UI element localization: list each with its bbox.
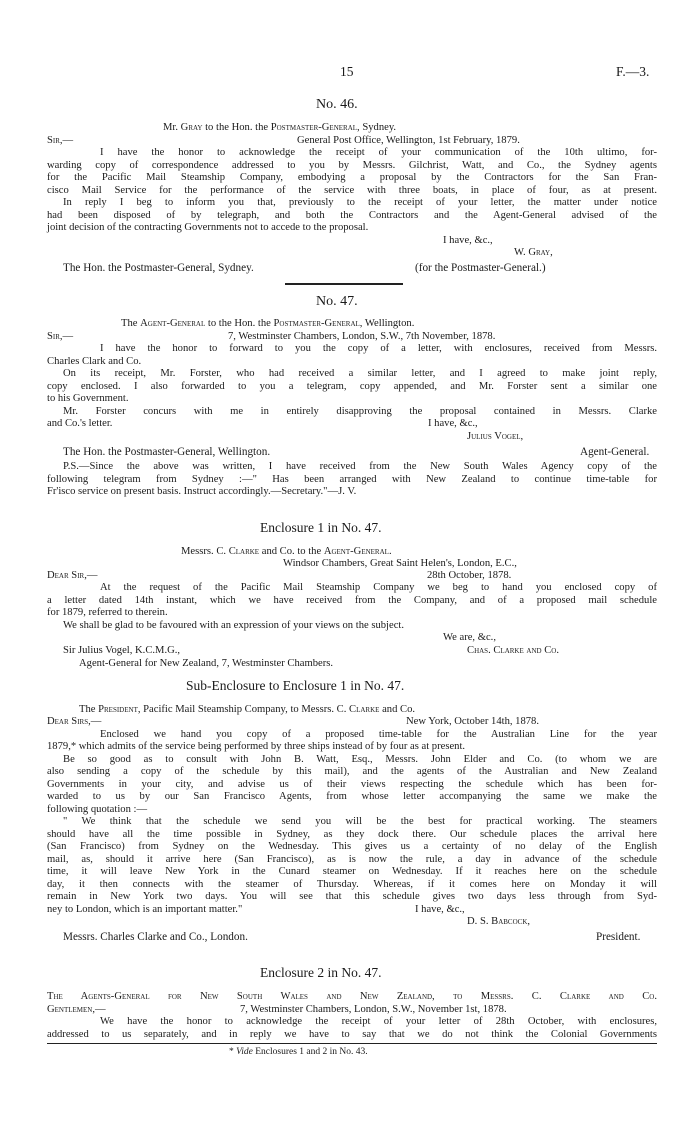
no47-p3-line: and Co.'s letter. [47,418,113,429]
sub-enclosure-heading: Sub-Enclosure to Enclosure 1 in No. 47. [186,678,405,693]
enclosure1-signature: Chas. Clarke and Co. [467,645,559,656]
no47-p1-line: I have the honor to forward to you the copy of a letter, with enclosures, received from Messrs. [100,343,657,354]
page-number: 15 [340,64,354,79]
no46-p1-line: I have the honor to acknowledge the receipt of your communication of the 10th ultimo, for- [100,147,657,158]
enclosure1-date: 28th October, 1878. [427,570,512,581]
no47-p3-line: Mr. Forster concurs with me in entirely disapproving the proposal contained in Messrs. Clarke [63,406,657,417]
enclosure2-address: 7, Westminster Chambers, London, S.W., November 1st, 1878. [240,1004,507,1015]
enclosure2-p1-line: addressed to us separately, and in reply we have to say that we do not think the Colonial Governments [47,1029,657,1040]
sub-enclosure-salutation: Dear Sirs,— [47,716,102,727]
enclosure1-address: Windsor Chambers, Great Saint Helen's, London, E.C., [283,558,517,569]
no47-address: 7, Westminster Chambers, London, S.W., 7th November, 1878. [228,331,496,342]
sub-enclosure-title: The President, Pacific Mail Steamship Company, to Messrs. C. Clarke and Co. [79,704,416,715]
footnote-rule [47,1043,657,1044]
sub-p3-line: remain in New York two days. You will see that this schedule gives two days less through from Syd- [47,891,657,902]
no47-signature: Julius Vogel, [467,431,524,442]
sub-signature: D. S. Babcock, [467,916,531,927]
no46-p1-line: cisco Mail Service for the performance of the service with three boats, in place of four, as at present. [47,185,657,196]
enclosure1-p1-line: a letter dated 14th instant, which we have received from the Company, and of a proposed mail schedule [47,595,657,606]
no47-closing: I have, &c., [428,418,478,429]
enclosure1-addressee: Sir Julius Vogel, K.C.M.G., [63,645,181,656]
sub-enclosure-address: New York, October 14th, 1878. [406,716,540,727]
sub-p1-line: 1879,* which admits of the service being performed by three ships instead of by four as at present. [47,741,466,752]
no46-title: Mr. Gray to the Hon. the Postmaster-General, Sydney. [163,122,397,133]
no46-p2-line: In reply I beg to inform you that, previously to the receipt of your letter, the matter under notice [63,197,657,208]
sub-p2-line: warded to us by our San Francisco Agents, from whose letter accompanying the same we make the [47,791,657,802]
enclosure1-closing: We are, &c., [443,632,496,643]
enclosure2-salutation: Gentlemen,— [47,1004,106,1015]
footnote: * Vide Enclosures 1 and 2 in No. 43. [229,1047,368,1057]
sub-p3-line: time, it will leave New York in the Cunard steamer on Wednesday. If it reaches here on the schedule [47,866,657,877]
enclosure2-title: The Agents-General for New South Wales and New Zealand, to Messrs. C. Clarke and Co. [47,991,657,1002]
enclosure2-p1-line: We have the honor to acknowledge the receipt of your letter of 28th October, with enclosures, [100,1016,657,1027]
no46-salutation: Sir,— [47,135,74,146]
sub-addressee: Messrs. Charles Clarke and Co., London. [63,931,248,943]
sub-closing: I have, &c., [415,904,465,915]
page-reference: F.—3. [616,64,650,79]
enclosure2-heading: Enclosure 2 in No. 47. [260,965,382,980]
sub-p3-line: mail, as, should it arrive here (San Francisco), as is now the rule, a day in advance of the schedule [47,854,657,865]
no46-signature: W. Gray, [514,247,553,258]
no47-p2-line: to his Government. [47,393,129,404]
sub-p1-line: Enclosed we hand you copy of a proposed time-table for the Australian Line for the year [100,729,657,740]
no46-p2-line: had been disposed of by telegraph, and both the Contractors and the Agent-General advised of the [47,210,657,221]
no46-for-line: (for the Postmaster-General.) [415,262,546,274]
no47-ps-line: following telegram from Sydney :—" Has been arranged with New Zealand to continue time-table for [47,474,657,485]
sub-p2-line: Governments in your city, and advise us of their views respecting the schedule which has been for- [47,779,657,790]
no46-closing: I have, &c., [443,235,493,246]
no47-ps-line: Fr'isco service on present basis. Instruct accordingly.—Secretary."—J. V. [47,486,357,497]
sub-p3-line: (San Francisco) from Sydney on the Wednesday. This gives us a certainty of no delay of the English [47,841,657,852]
no46-addressee: The Hon. the Postmaster-General, Sydney. [63,262,254,274]
enclosure1-p1-line: At the request of the Pacific Mail Steamship Company we beg to hand you enclosed copy of [100,582,657,593]
sub-p2-line: following quotation :— [47,804,148,815]
enclosure1-p1-line: for 1879, referred to therein. [47,607,168,618]
sub-p3-line: day, it then connects with the steamer of Thursday. Whereas, if it comes here on Monday it will [47,879,657,890]
no47-addressee: The Hon. the Postmaster-General, Wellington. [63,446,271,458]
enclosure1-title: Messrs. C. Clarke and Co. to the Agent-General. [181,546,392,557]
sub-p3-line: should have all the time possible in Sydney, as they dock there. Our schedule places the arrival here [47,829,657,840]
enclosure1-salutation: Dear Sir,— [47,570,98,581]
enclosure1-addressee-line2: Agent-General for New Zealand, 7, Westminster Chambers. [79,658,334,669]
no47-heading: No. 47. [316,294,358,309]
section-divider [285,283,403,285]
no47-title: The Agent-General to the Hon. the Postmaster-General, Wellington. [121,318,415,329]
no47-salutation: Sir,— [47,331,74,342]
sub-p2-line: Be so good as to consult with John B. Watt, Esq., Messrs. John Elder and Co. (to whom we are [63,754,657,765]
enclosure1-heading: Enclosure 1 in No. 47. [260,520,382,535]
enclosure1-p2: We shall be glad to be favoured with an expression of your views on the subject. [63,620,405,631]
no47-p2-line: On its receipt, Mr. Forster, who had received a similar letter, and I agreed to make joint reply, [63,368,657,379]
no46-p2-line: joint decision of the contracting Governments not to accede to the proposal. [47,222,369,233]
no46-heading: No. 46. [316,97,358,112]
no47-sign-title: Agent-General. [580,446,650,458]
no47-p1-line: Charles Clark and Co. [47,356,142,367]
sub-sign-title: President. [596,931,641,943]
no47-ps-line: P.S.—Since the above was written, I have received from the New South Wales Agency copy of the [63,461,657,472]
sub-p2-line: also sending a copy of the schedule by this mail), and the agents of the Australian and New Zealand [47,766,657,777]
no46-p1-line: for the Pacific Mail Steamship Company, embodying a proposal by the Contractors for the San Fran- [47,172,657,183]
no47-p2-line: copy enclosed. I also forwarded to you a telegram, copy appended, and Mr. Forster sent a similar one [47,381,657,392]
sub-p3-line: " We think that the schedule we send you will be the best for practical working. The steamers [63,816,657,827]
no46-address: General Post Office, Wellington, 1st February, 1879. [297,135,520,146]
no46-p1-line: warding copy of correspondence addressed to you by Messrs. Gilchrist, Watt, and Co., the Sydney agents [47,160,657,171]
sub-p3-line: ney to London, which is an important matter." [47,904,243,915]
